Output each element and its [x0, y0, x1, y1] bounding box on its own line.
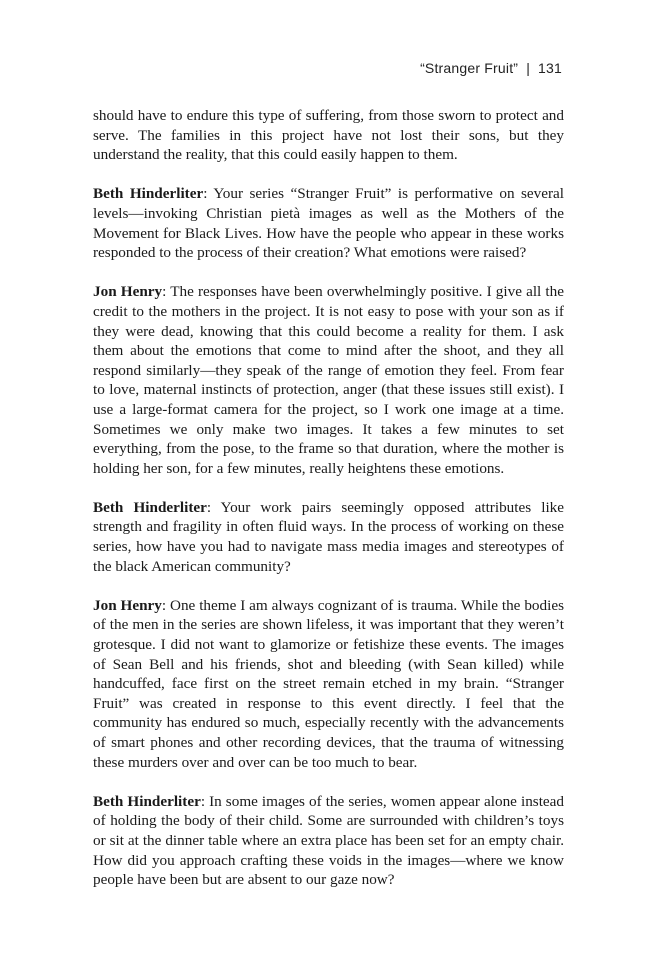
- answer-paragraph: [93, 282, 564, 478]
- speaker-name: Beth Hinderliter: [93, 498, 207, 516]
- paragraph-text: : One theme I am always cognizant of is trauma. While the bodies of the men in the series are shown lifeless, it was important that they weren’t grotesque. I did not want to glamorize or fetishize these events. The images of Sean Bell and his friends, shot and bleeding (with Sean killed) while handcuffed, face first on the street remain etched in my brain. “Stranger Fruit” was created in response to this event directly. I feel that the community has endured so much, especially recently with the advancements of smart phones and other recording devices, that the trauma of witnessing these murders over and over can be too much to bear.: [93, 596, 564, 771]
- paragraph-text: should have to endure this type of suffering, from those sworn to protect and serve. The families in this project have not lost their sons, but they understand the reality, that this could easily happen to them.: [93, 107, 564, 164]
- paragraph-text: : Your work pairs seemingly opposed attributes like strength and fragility in often fluid ways. In the process of working on these series, how have you had to navigate mass media images and stereotypes of the black American community?: [93, 498, 565, 575]
- question-paragraph: [93, 792, 564, 890]
- paragraph-text: : In some images of the series, women appear alone instead of holding the body of their child. Some are surrounded with children’s toys or sit at the dinner table where an extra place has been set for an empty chair. How did you approach crafting these voids in the images—where we know people have been but are absent to our gaze now?: [93, 792, 564, 889]
- running-head: [420, 60, 562, 76]
- page-number: 131: [538, 60, 562, 76]
- answer-paragraph: [93, 596, 564, 772]
- speaker-name: Beth Hinderliter: [93, 185, 204, 203]
- speaker-name: Jon Henry: [93, 596, 162, 614]
- chapter-title: “Stranger Fruit”: [420, 60, 519, 76]
- speaker-name: Jon Henry: [93, 283, 163, 301]
- speaker-name: Beth Hinderliter: [93, 792, 201, 810]
- body-text: [93, 106, 564, 909]
- header-separator: |: [526, 60, 531, 76]
- question-paragraph: [93, 184, 564, 262]
- question-paragraph: [93, 498, 564, 576]
- paragraph-text: : Your series “Stranger Fruit” is performative on several levels—invoking Christian pietà images as well as the Mothers of the Movement for Black Lives. How have the people who appear in these works responded to the process of their creation? What emotions were raised?: [93, 185, 564, 262]
- paragraph-text: : The responses have been overwhelmingly positive. I give all the credit to the mothers in the project. It is not easy to pose with your son as if they were dead, knowing that this could become a reality for them. I ask them about the emotions that come to mind after the shoot, and they all respond similarly—they speak of the range of emotion they feel. From fear to love, maternal instincts of protection, anger (that these issues still exist). I use a large-format camera for the project, so I work one image at a time. Sometimes we only make two images. It takes a few minutes to set everything, from the pose, to the frame so that duration, where the mother is holding her son, for a few minutes, really heightens these emotions.: [93, 283, 564, 477]
- paragraph-continuation: [93, 106, 564, 165]
